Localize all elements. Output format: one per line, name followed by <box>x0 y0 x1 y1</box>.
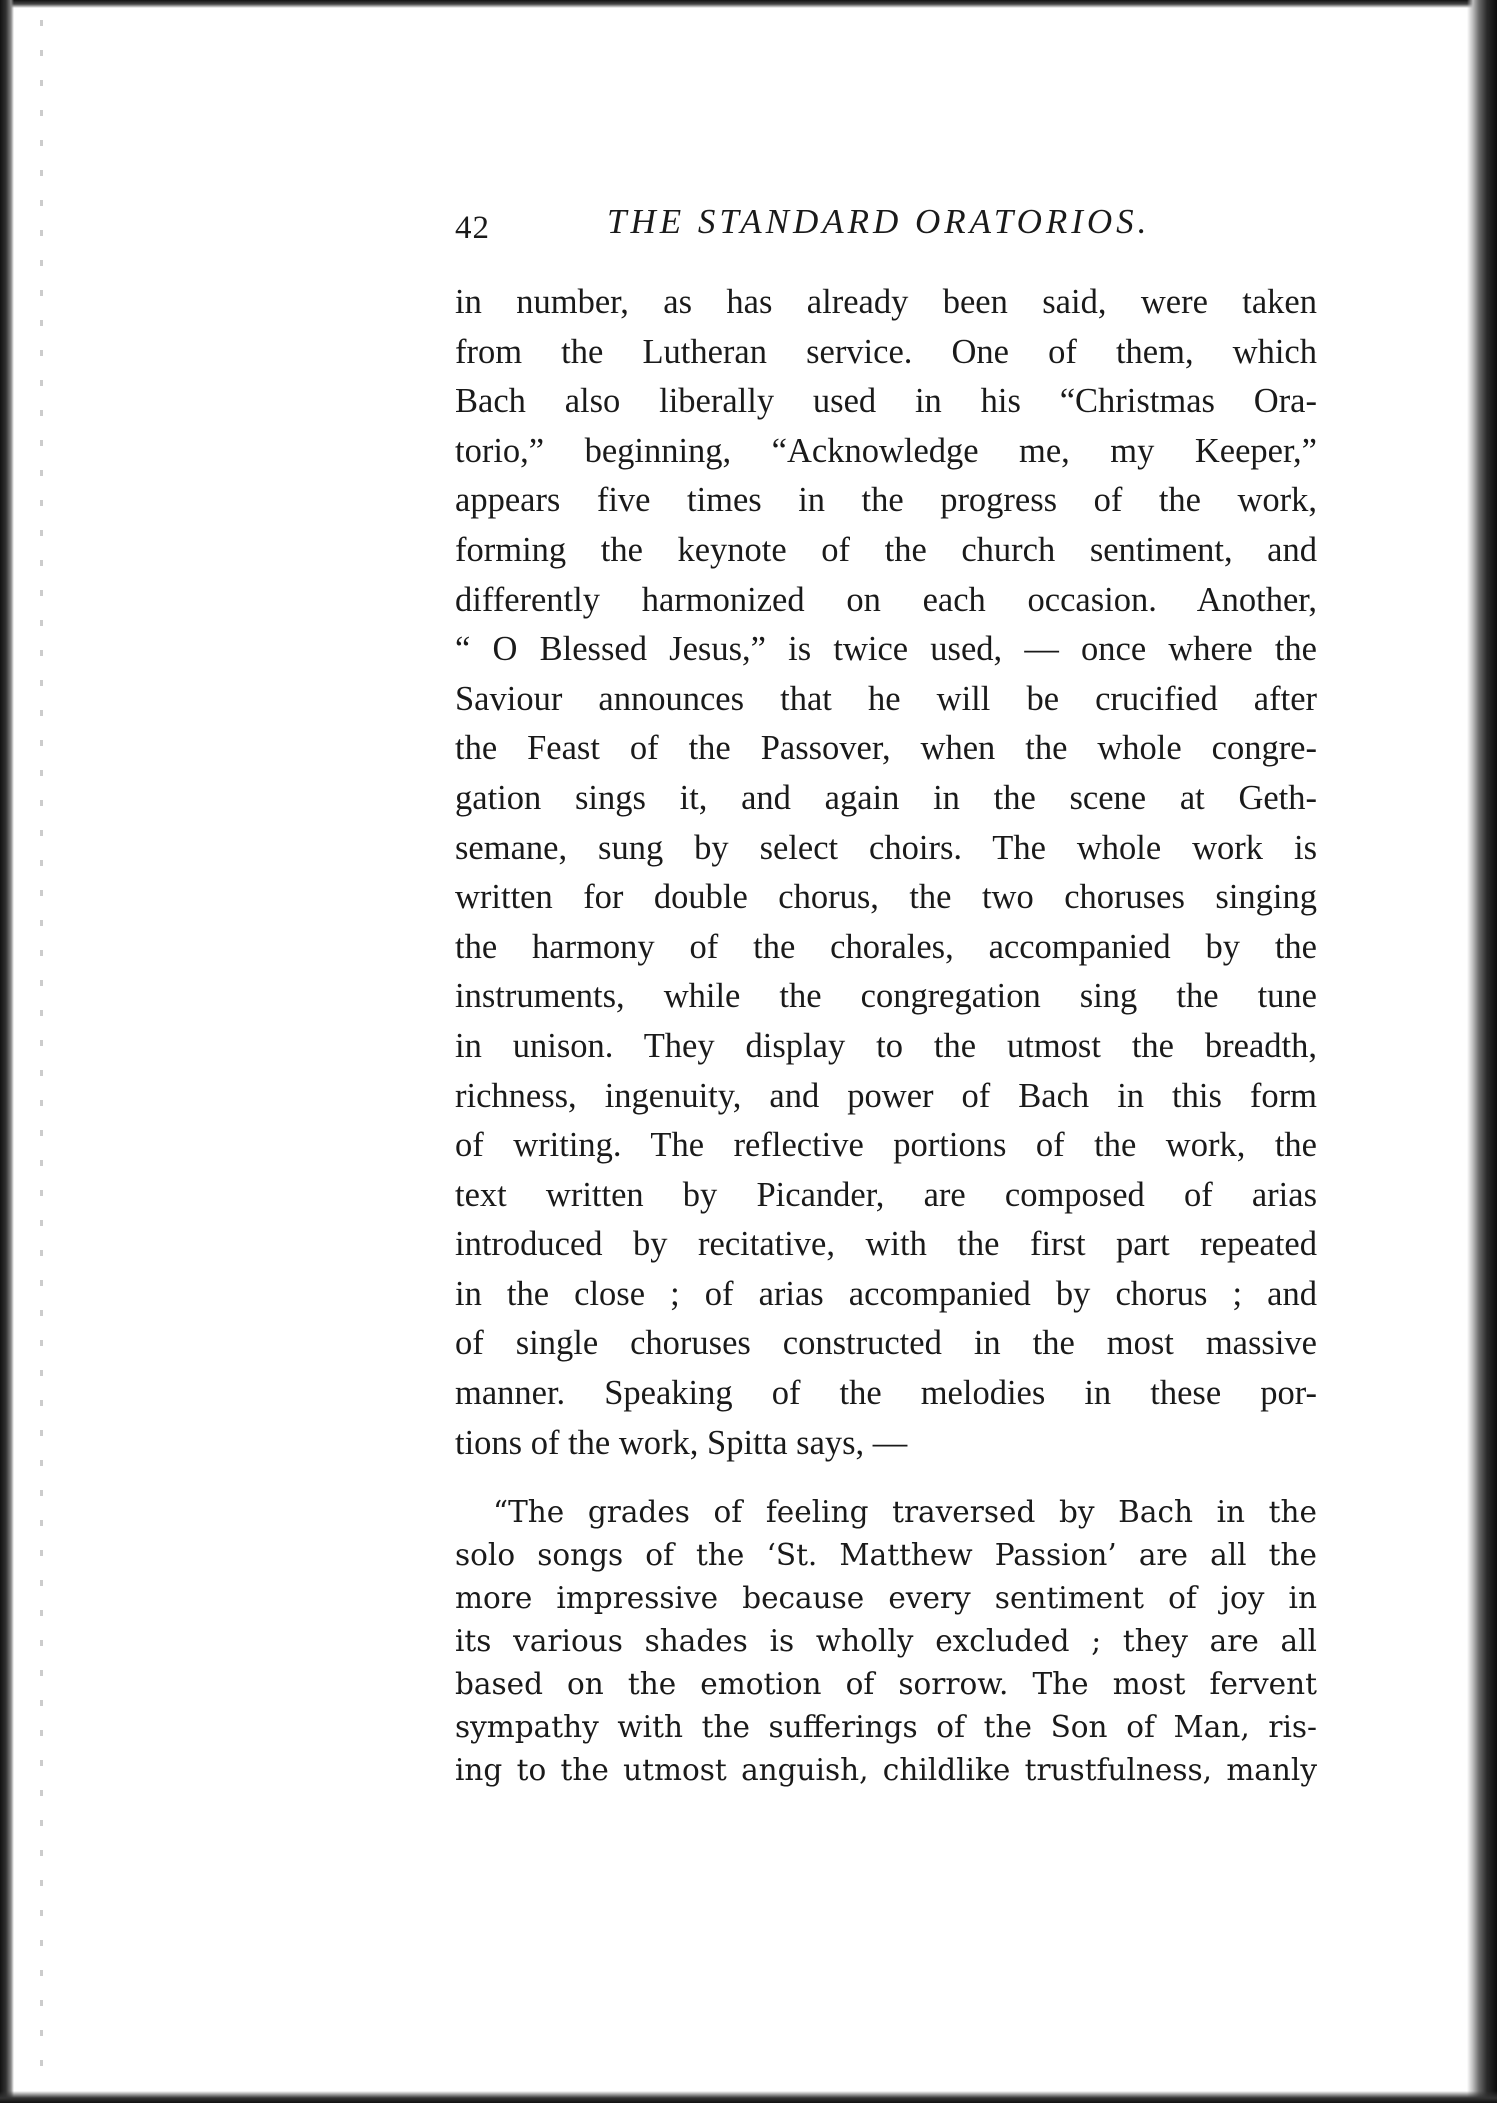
body-line: from the Lutheran service. One of them, which <box>455 332 1317 371</box>
body-line: introduced by recitative, with the first part repeated <box>455 1225 1317 1264</box>
block-quote <box>455 1491 1317 1792</box>
body-line: in unison. They display to the utmost the breadth, <box>455 1026 1317 1065</box>
quote-line: based on the emotion of sorrow. The most fervent <box>455 1667 1317 1701</box>
body-line: text written by Picander, are composed of arias <box>455 1175 1317 1214</box>
page-edge-left <box>0 0 14 2103</box>
body-line: differently harmonized on each occasion. Another, <box>455 580 1317 619</box>
page-header <box>455 202 1319 252</box>
page-edge-left-shadow <box>40 20 43 2073</box>
body-line: semane, sung by select choirs. The whole work is <box>455 828 1317 867</box>
quote-line: more impressive because every sentiment of joy in <box>455 1581 1317 1615</box>
quote-line: ing to the utmost anguish, childlike trustfulness, manly <box>455 1753 1317 1787</box>
page-edge-bottom <box>0 2091 1497 2103</box>
body-line: tions of the work, Spitta says, — <box>455 1423 908 1462</box>
body-line: torio,” beginning, “Acknowledge me, my Keeper,” <box>455 431 1317 470</box>
page-number: 42 <box>455 210 490 246</box>
body-line: of single choruses constructed in the most massive <box>455 1324 1317 1363</box>
body-line: instruments, while the congregation sing the tune <box>455 977 1317 1016</box>
page-edge-top <box>0 0 1497 8</box>
quote-line: its various shades is wholly excluded ; they are all <box>455 1624 1317 1658</box>
quote-line: “The grades of feeling traversed by Bach in the <box>493 1495 1317 1529</box>
body-line: “ O Blessed Jesus,” is twice used, — once where the <box>455 630 1317 669</box>
quote-line: sympathy with the sufferings of the Son of Man, ris- <box>455 1710 1317 1744</box>
quote-line: solo songs of the ‘St. Matthew Passion’ are all the <box>455 1538 1317 1572</box>
body-line: richness, ingenuity, and power of Bach in this form <box>455 1076 1317 1115</box>
page-edge-right <box>1467 0 1497 2103</box>
body-line: of writing. The reflective portions of the work, the <box>455 1126 1317 1165</box>
body-text <box>455 278 1317 1468</box>
body-line: Bach also liberally used in his “Christmas Ora- <box>455 382 1317 421</box>
body-line: the Feast of the Passover, when the whole congre- <box>455 729 1317 768</box>
body-line: gation sings it, and again in the scene at Geth- <box>455 778 1317 817</box>
body-line: the harmony of the chorales, accompanied by the <box>455 927 1317 966</box>
body-line: Saviour announces that he will be crucified after <box>455 679 1317 718</box>
body-line: in number, as has already been said, were taken <box>455 283 1317 321</box>
body-line: manner. Speaking of the melodies in these por- <box>455 1374 1317 1413</box>
body-line: written for double chorus, the two choruses singing <box>455 878 1317 917</box>
body-line: appears five times in the progress of the work, <box>455 481 1317 520</box>
body-line: in the close ; of arias accompanied by chorus ; and <box>455 1274 1317 1313</box>
body-line: forming the keynote of the church sentiment, and <box>455 530 1317 569</box>
running-head: THE STANDARD ORATORIOS. <box>607 202 1151 241</box>
